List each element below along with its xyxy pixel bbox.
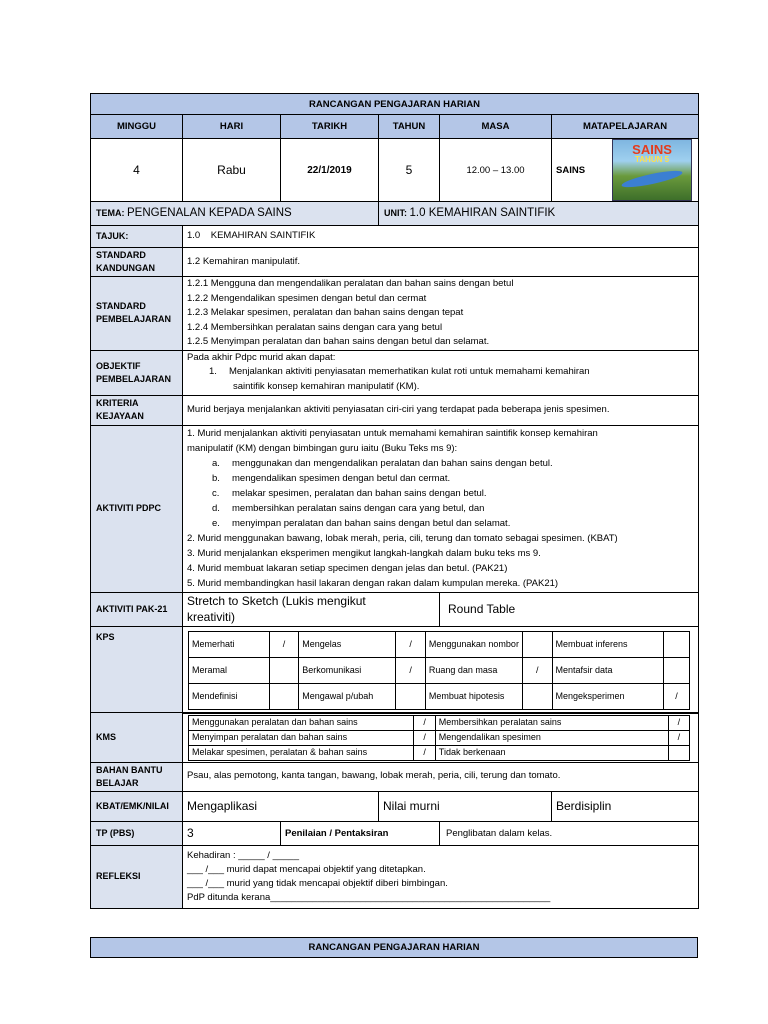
penilaian-value: Penglibatan dalam kelas. (440, 821, 699, 845)
kms-item: Menyimpan peralatan dan bahan sains (189, 730, 414, 745)
sains-book-cover-icon: SAINS TAHUN 5 (612, 139, 692, 201)
kps-mark: / (396, 631, 425, 657)
col-masa: MASA (440, 115, 552, 139)
standard-kandungan-label: STANDARD KANDUNGAN (91, 248, 183, 277)
minggu-value: 4 (91, 139, 183, 202)
tp-label: TP (PBS) (91, 821, 183, 845)
kps-mark: / (396, 657, 425, 683)
tajuk-value: 1.0 KEMAHIRAN SAINTIFIK (183, 226, 699, 248)
penilaian-label: Penilaian / Pentaksiran (281, 821, 440, 845)
kms-grid (188, 715, 690, 761)
kps-menggunakan-nombor: Menggunakan nombor (425, 631, 522, 657)
kps-mark (663, 631, 689, 657)
kms-label: KMS (91, 713, 183, 763)
col-hari: HARI (183, 115, 281, 139)
kms-mark: / (414, 715, 435, 730)
kms-item: Melakar spesimen, peralatan & bahan sains (189, 745, 414, 760)
kms-mark: / (414, 730, 435, 745)
list-item: 1.2.3 Melakar spesimen, peralatan dan bahan sains dengan tepat (187, 307, 464, 318)
kps-berkomunikasi: Berkomunikasi (299, 657, 396, 683)
kps-mendefinisi: Mendefinisi (189, 683, 270, 709)
kms-item: Tidak berkenaan (435, 745, 668, 760)
aktiviti-pdpc-label: AKTIVITI PDPC (91, 425, 183, 592)
bahan-label: BAHAN BANTU BELAJAR (91, 762, 183, 791)
unit-cell: UNIT: 1.0 KEMAHIRAN SAINTIFIK (379, 202, 699, 226)
kps-mark: / (523, 657, 552, 683)
kps-mark: / (663, 683, 689, 709)
kps-mark (269, 657, 298, 683)
kms-mark (668, 745, 689, 760)
kps-ruang-dan-masa: Ruang dan masa (425, 657, 522, 683)
kps-meramal: Meramal (189, 657, 270, 683)
next-plan-title: RANCANGAN PENGAJARAN HARIAN (91, 938, 698, 958)
bahan-value: Psau, alas pemotong, kanta tangan, bawang, lobak merah, peria, cili, terung dan tomato. (183, 762, 699, 791)
kps-membuat-hipotesis: Membuat hipotesis (425, 683, 522, 709)
list-item: 1.2.1 Mengguna dan mengendalikan peralatan dan bahan sains dengan betul (187, 278, 514, 289)
standard-kandungan-value: 1.2 Kemahiran manipulatif. (183, 248, 699, 277)
tema-value: PENGENALAN KEPADA SAINS (127, 207, 292, 219)
nilai-value: Berdisiplin (552, 791, 699, 821)
tahun-value: 5 (379, 139, 440, 202)
tajuk-label: TAJUK: (91, 226, 183, 248)
col-minggu: MINGGU (91, 115, 183, 139)
pak21-activity-2: Round Table (440, 592, 699, 626)
kms-mark: / (668, 715, 689, 730)
tema-cell: TEMA: PENGENALAN KEPADA SAINS (91, 202, 379, 226)
aktiviti-pdpc-list: 1. Murid menjalankan aktiviti penyiasatan untuk memahami kemahiran saintifik konsep kemahiran manipulatif (KM) dengan bimbingan guru iaitu (Buku Teks ms 9): a. menggunakan dan mengendalikan peralatan dan bahan sains dengan betul. b. mengendalikan spesimen dengan betul dan cermat. c. melakar spesimen, peralatan dan bahan sains dengan betul. d. membersihkan peralatan sains dengan cara yang betul, dan e. menyimpan peralatan dan bahan sains dengan betul dan selamat. 2. Murid menggunakan bawang, lobak merah, peria, cili, terung dan tomato sebagai spesimen. (KBAT) 3. Murid menjalankan eksperimen mengikut langkah-langkah dalam buku teks ms 9. 4. Murid membuat lakaran setiap specimen dengan jelas dan betul. (PAK21) 5. Murid membandingkan hasil lakaran dengan rakan dalam kumpulan mereka. (PAK21) (183, 425, 699, 592)
kms-mark: / (668, 730, 689, 745)
kps-label: KPS (91, 626, 183, 713)
kps-mark (396, 683, 425, 709)
kps-mengelas: Mengelas (299, 631, 396, 657)
kms-item: Menggunakan peralatan dan bahan sains (189, 715, 414, 730)
matapelajaran-value: SAINS (556, 164, 586, 176)
pak21-label: AKTIVITI PAK-21 (91, 592, 183, 626)
kps-mengawal-pubah: Mengawal p/ubah (299, 683, 396, 709)
kms-item: Mengendalikan spesimen (435, 730, 668, 745)
tarikh-value: 22/1/2019 (281, 139, 379, 202)
masa-value: 12.00 – 13.00 (440, 139, 552, 202)
plan-title: RANCANGAN PENGAJARAN HARIAN (91, 94, 699, 115)
tp-value: 3 (183, 821, 281, 845)
matapelajaran-cell (552, 139, 699, 202)
list-item: 1.2.2 Mengendalikan spesimen dengan betul dan cermat (187, 292, 427, 304)
nilai-label: Nilai murni (379, 791, 552, 821)
list-item: 1.2.4 Membersihkan peralatan sains dengan cara yang betul (187, 321, 443, 333)
objektif-label: OBJEKTIF PEMBELAJARAN (91, 350, 183, 395)
kms-cell (183, 713, 699, 763)
kms-item: Membersihkan peralatan sains (435, 715, 668, 730)
kps-mengeksperimen: Mengeksperimen (552, 683, 663, 709)
kps-mentafsir-data: Mentafsir data (552, 657, 663, 683)
kps-grid (188, 631, 690, 710)
kps-mark (523, 631, 552, 657)
kms-mark: / (414, 745, 435, 760)
next-plan-table (90, 937, 698, 958)
objektif-value: Pada akhir Pdpc murid akan dapat: 1. Menjalankan aktiviti penyiasatan memerhatikan kulat roti untuk memahami kemahiran saintifik konsep kemahiran manipulatif (KM). (183, 350, 699, 395)
kps-membuat-inferens: Membuat inferens (552, 631, 663, 657)
kps-cell (183, 626, 699, 713)
kbat-value: Mengaplikasi (183, 791, 379, 821)
kps-mark: / (269, 631, 298, 657)
standard-pembelajaran-list (183, 277, 699, 351)
kps-mark (663, 657, 689, 683)
kps-mark (269, 683, 298, 709)
pak21-activity-1: Stretch to Sketch (Lukis mengikut kreativiti) (183, 592, 440, 626)
lesson-plan-table (90, 93, 699, 909)
refleksi-value: Kehadiran : _____ / _____ ___ /___ murid dapat mencapai objektif yang ditetapkan. ___ /___ murid yang tidak mencapai objektif diberi bimbingan. PdP ditunda kerana_____________________________________________________ (183, 845, 699, 908)
kps-mark (523, 683, 552, 709)
hari-value: Rabu (183, 139, 281, 202)
col-tarikh: TARIKH (281, 115, 379, 139)
col-tahun: TAHUN (379, 115, 440, 139)
standard-pembelajaran-label: STANDARD PEMBELAJARAN (91, 277, 183, 351)
unit-value: 1.0 KEMAHIRAN SAINTIFIK (409, 207, 556, 219)
kriteria-label: KRITERIA KEJAYAAN (91, 395, 183, 425)
col-matapelajaran: MATAPELAJARAN (552, 115, 699, 139)
kbat-label: KBAT/EMK/NILAI (91, 791, 183, 821)
kriteria-value: Murid berjaya menjalankan aktiviti penyiasatan ciri-ciri yang terdapat pada beberapa jenis spesimen. (183, 395, 699, 425)
list-item: 1.2.5 Menyimpan peralatan dan bahan sains dengan betul dan selamat. (187, 336, 490, 347)
kps-memerhati: Memerhati (189, 631, 270, 657)
refleksi-label: REFLEKSI (91, 845, 183, 908)
